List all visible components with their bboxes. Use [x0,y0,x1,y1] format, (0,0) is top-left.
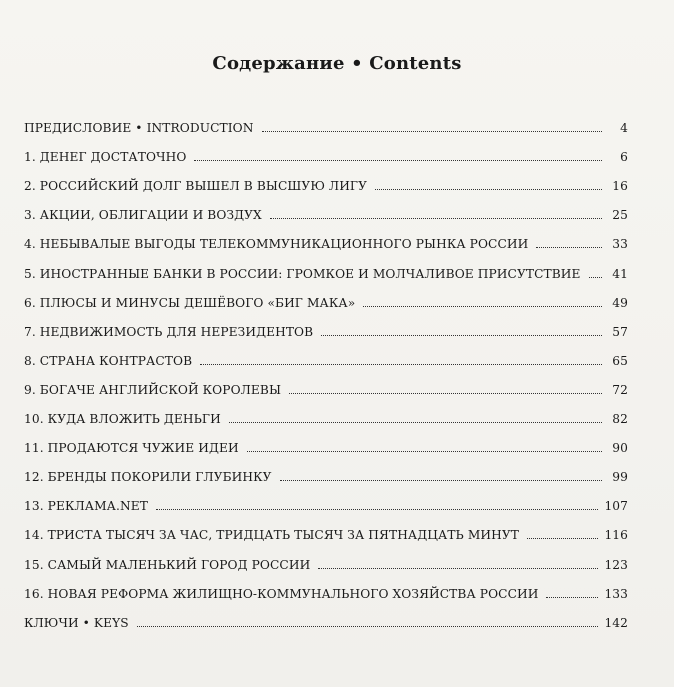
toc-entry-page-number: 123 [604,557,628,572]
toc-entry-title: КЛЮЧИ • KEYS [24,615,129,630]
toc-entry-title: 4. НЕБЫВАЛЫЕ ВЫГОДЫ ТЕЛЕКОММУНИКАЦИОННОГО РЫНКА РОССИИ [24,237,529,252]
dot-leader [527,538,598,539]
dot-leader [280,480,602,481]
toc-entry-page-number: 65 [612,353,628,368]
toc-entry [24,222,628,251]
toc-entry-title: 9. БОГАЧЕ АНГЛИЙСКОЙ КОРОЛЕВЫ [24,382,282,397]
dot-leader [229,422,602,423]
toc-entry-page-number: 25 [612,208,628,223]
toc-entry-page-number: 90 [612,441,628,456]
toc-entry [24,484,628,513]
dot-leader [589,277,602,278]
toc-entry-page-number: 99 [612,470,628,485]
toc-entry-title: ПРЕДИСЛОВИЕ • INTRODUCTION [24,121,254,136]
dot-leader [289,393,602,394]
dot-leader [270,218,602,219]
dot-leader [194,160,602,161]
dot-leader [200,364,602,365]
toc-entry [24,572,628,601]
toc-entry [24,397,628,426]
toc-entry-title: 10. КУДА ВЛОЖИТЬ ДЕНЬГИ [24,412,221,427]
page-title: Содержание • Contents [212,53,462,74]
toc-entry [24,339,628,368]
toc-entry-title: 1. ДЕНЕГ ДОСТАТОЧНО [24,150,187,165]
toc-entry [24,164,628,193]
toc-entry-page-number: 82 [612,412,628,427]
toc-entry [24,601,628,630]
toc-entry [24,281,628,310]
dot-leader [137,626,599,627]
toc-entry-title: 8. СТРАНА КОНТРАСТОВ [24,353,193,368]
toc-entry-page-number: 41 [612,266,628,281]
toc-entry-page-number: 49 [612,295,628,310]
toc-entry [24,251,628,280]
toc-entry [24,426,628,455]
toc-entry-page-number: 16 [612,179,628,194]
toc-entry-page-number: 57 [612,324,628,339]
toc-entry [24,542,628,571]
toc-entry [24,135,628,164]
table-of-contents [24,106,628,630]
toc-entry-page-number: 33 [612,237,628,252]
dot-leader [262,131,602,132]
dot-leader [247,451,602,452]
toc-entry-title: 11. ПРОДАЮТСЯ ЧУЖИЕ ИДЕИ [24,441,239,456]
toc-entry-page-number: 116 [604,528,628,543]
toc-entry [24,310,628,339]
toc-entry [24,106,628,135]
toc-entry [24,368,628,397]
toc-entry-page-number: 72 [612,382,628,397]
toc-entry-title: 6. ПЛЮСЫ И МИНУСЫ ДЕШЁВОГО «БИГ МАКА» [24,295,356,310]
toc-entry-title: 2. РОССИЙСКИЙ ДОЛГ ВЫШЕЛ В ВЫСШУЮ ЛИГУ [24,179,368,194]
toc-entry-title: 12. БРЕНДЫ ПОКОРИЛИ ГЛУБИНКУ [24,470,272,485]
toc-entry [24,513,628,542]
dot-leader [536,247,602,248]
toc-entry-title: 14. ТРИСТА ТЫСЯЧ ЗА ЧАС, ТРИДЦАТЬ ТЫСЯЧ ЗА ПЯТНАДЦАТЬ МИНУТ [24,528,520,543]
toc-entry-page-number: 6 [620,150,628,165]
dot-leader [156,509,598,510]
toc-entry [24,455,628,484]
toc-entry-title: 13. РЕКЛАМА.NET [24,499,148,514]
toc-entry-title: 15. САМЫЙ МАЛЕНЬКИЙ ГОРОД РОССИИ [24,557,311,572]
toc-entry [24,193,628,222]
toc-entry-page-number: 107 [604,499,628,514]
toc-entry-page-number: 4 [620,121,628,136]
dot-leader [321,335,602,336]
dot-leader [546,597,598,598]
dot-leader [375,189,602,190]
toc-entry-title: 7. НЕДВИЖИМОСТЬ ДЛЯ НЕРЕЗИДЕНТОВ [24,324,314,339]
toc-entry-title: 16. НОВАЯ РЕФОРМА ЖИЛИЩНО-КОММУНАЛЬНОГО ХОЗЯЙСТВА РОССИИ [24,586,539,601]
dot-leader [318,568,598,569]
dot-leader [363,306,602,307]
toc-entry-title: 5. ИНОСТРАННЫЕ БАНКИ В РОССИИ: ГРОМКОЕ И МОЛЧАЛИВОЕ ПРИСУТСТВИЕ [24,266,581,281]
toc-entry-page-number: 133 [604,586,628,601]
toc-entry-title: 3. АКЦИИ, ОБЛИГАЦИИ И ВОЗДУХ [24,208,262,223]
toc-entry-page-number: 142 [604,615,628,630]
